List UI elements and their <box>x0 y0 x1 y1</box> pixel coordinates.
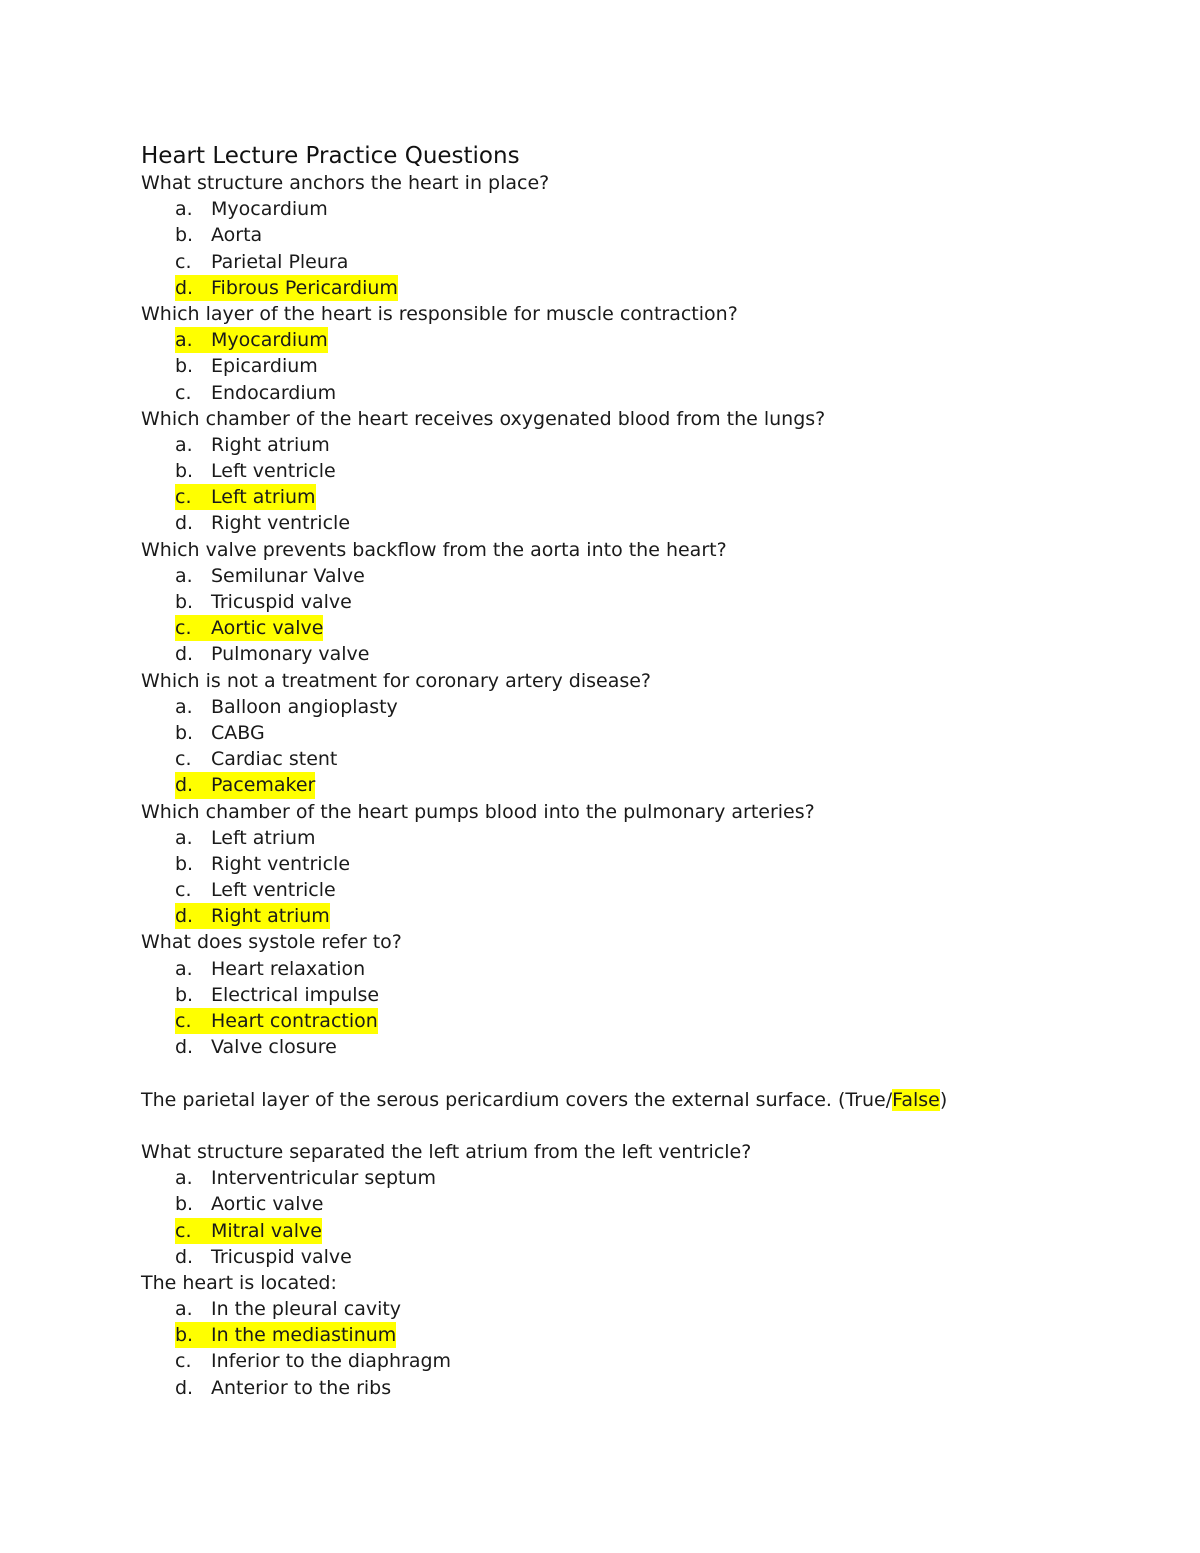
question-2-option-c: c. Endocardium <box>175 381 337 404</box>
true-false-answer: False <box>892 1088 940 1111</box>
question-9-option-a: a. In the pleural cavity <box>175 1298 402 1321</box>
question-7-option-a: a. Heart relaxation <box>175 957 366 980</box>
question-5: Which is not a treatment for coronary artery disease? <box>141 669 652 692</box>
question-7-option-d: d. Valve closure <box>175 1036 337 1059</box>
question-9-option-b-answer: b. In the mediastinum <box>141 1322 1200 1348</box>
document-title: Heart Lecture Practice Questions <box>141 143 520 169</box>
question-9-option-d: d. Anterior to the ribs <box>175 1376 392 1399</box>
question-8-option-d: d. Tricuspid valve <box>175 1245 352 1268</box>
question-2-options <box>141 327 1200 406</box>
question-8-option-c-answer: c. Mitral valve <box>141 1218 1200 1244</box>
question-6-option-d-answer: d. Right atrium <box>141 903 1200 929</box>
question-5-options <box>141 694 1200 799</box>
question-2-option-b: b. Epicardium <box>175 355 318 378</box>
question-2: Which layer of the heart is responsible for muscle contraction? <box>141 302 738 325</box>
question-4-option-a: a. Semilunar Valve <box>175 564 365 587</box>
question-5-option-a: a. Balloon angioplasty <box>175 695 398 718</box>
question-1-options <box>141 196 1200 301</box>
question-4: Which valve prevents backflow from the aorta into the heart? <box>141 538 727 561</box>
question-1-option-d-answer: d. Fibrous Pericardium <box>141 275 1200 301</box>
question-6-options <box>141 825 1200 930</box>
question-3-options <box>141 432 1200 537</box>
question-1-option-a: a. Myocardium <box>175 198 328 221</box>
blank-line <box>141 1060 1200 1086</box>
true-false-suffix: ) <box>939 1088 948 1111</box>
question-7-options <box>141 956 1200 1061</box>
question-3-option-c-answer: c. Left atrium <box>141 484 1200 510</box>
true-false-question <box>141 1087 1200 1113</box>
question-6-option-b: b. Right ventricle <box>175 852 351 875</box>
question-3-option-b: b. Left ventricle <box>175 460 336 483</box>
question-7-option-c-answer: c. Heart contraction <box>141 1008 1200 1034</box>
question-1-option-b: b. Aorta <box>175 224 263 247</box>
question-6-option-c: c. Left ventricle <box>175 879 336 902</box>
question-5-option-b: b. CABG <box>175 721 265 744</box>
question-6-option-a: a. Left atrium <box>175 826 316 849</box>
question-7: What does systole refer to? <box>141 931 402 954</box>
question-1: What structure anchors the heart in place? <box>141 172 550 194</box>
question-2-option-a-answer: a. Myocardium <box>141 327 1200 353</box>
blank-line <box>141 1113 1200 1139</box>
question-4-option-b: b. Tricuspid valve <box>175 591 352 613</box>
question-5-option-d-answer: d. Pacemaker <box>141 772 1200 798</box>
question-8-options <box>141 1165 1200 1270</box>
question-7-option-b: b. Electrical impulse <box>175 983 380 1006</box>
question-9-options <box>141 1296 1200 1401</box>
question-3-option-d: d. Right ventricle <box>175 512 351 535</box>
question-9-option-c: c. Inferior to the diaphragm <box>175 1350 452 1373</box>
question-5-option-c: c. Cardiac stent <box>175 748 338 771</box>
question-8: What structure separated the left atrium from the left ventricle? <box>141 1140 752 1163</box>
question-1-option-c: c. Parietal Pleura <box>175 250 349 273</box>
true-false-prefix: The parietal layer of the serous pericardium covers the external surface. (True/ <box>141 1088 893 1111</box>
question-3-option-a: a. Right atrium <box>175 433 330 456</box>
question-6: Which chamber of the heart pumps blood into the pulmonary arteries? <box>141 800 815 823</box>
question-3: Which chamber of the heart receives oxygenated blood from the lungs? <box>141 407 826 430</box>
question-8-option-b: b. Aortic valve <box>175 1193 324 1216</box>
question-4-option-c-answer: c. Aortic valve <box>141 615 1200 641</box>
question-4-options <box>141 563 1200 668</box>
question-9: The heart is located: <box>141 1271 337 1294</box>
question-4-option-d: d. Pulmonary valve <box>175 643 370 666</box>
question-8-option-a: a. Interventricular septum <box>175 1167 437 1190</box>
